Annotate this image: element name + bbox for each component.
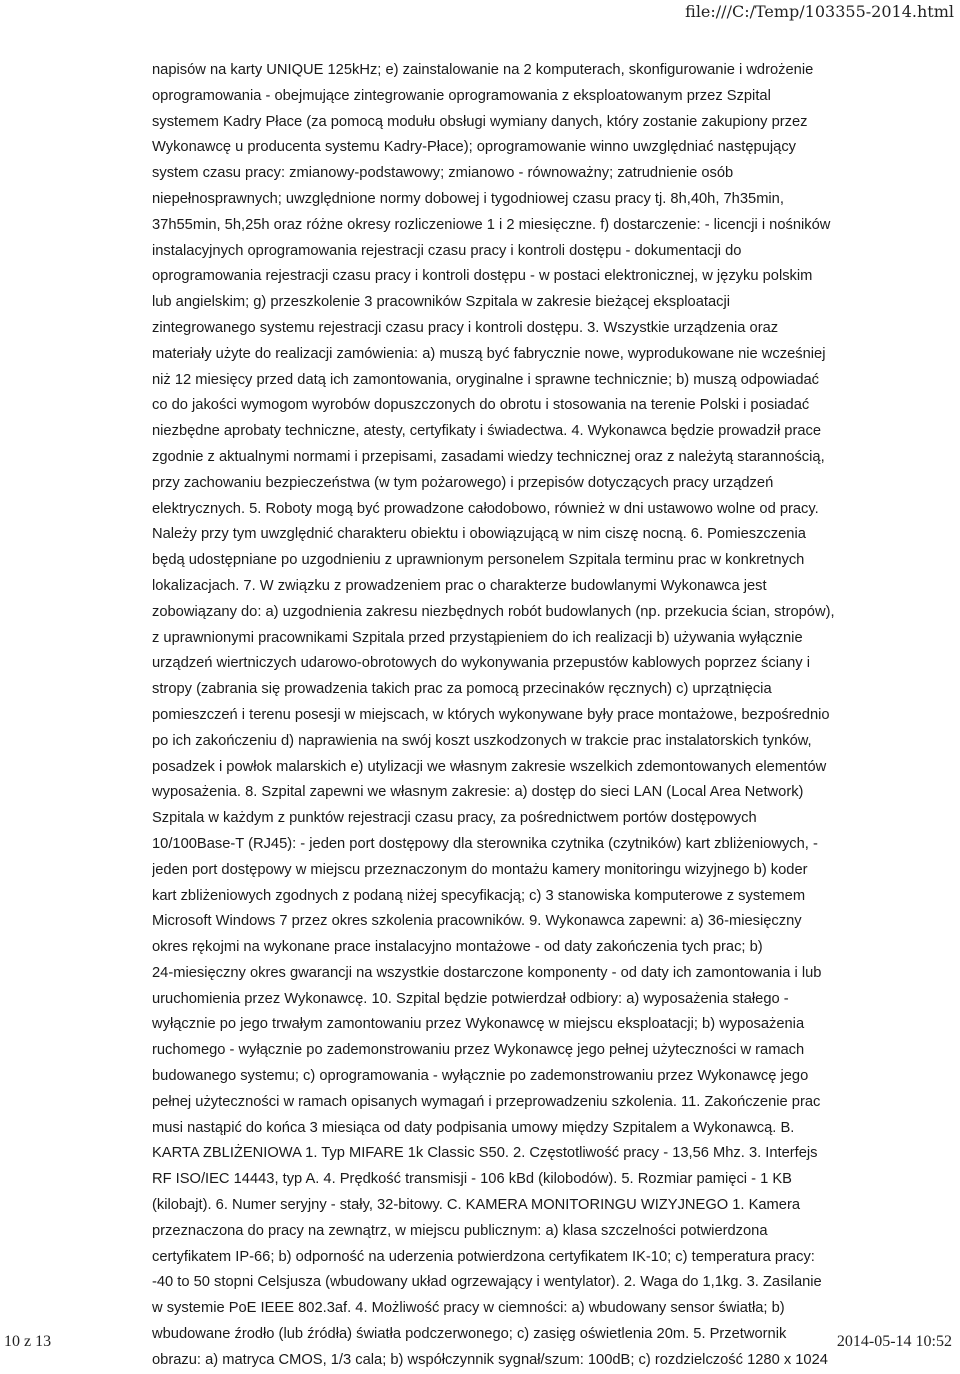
document-line: instalacyjnych oprogramowania rejestracji czasu pracy i kontroli dostępu - dokumentacji do — [152, 242, 742, 259]
document-line: 10/100Base-T (RJ45): - jeden port dostępowy dla sterownika czytnika (czytników) kart zbliżeniowych, - — [152, 835, 818, 852]
document-line: zgodnie z aktualnymi normami i przepisami, zasadami wiedzy technicznej oraz z należytą starannością, — [152, 448, 825, 465]
document-line: -40 to 50 stopni Celsjusza (wbudowany układ ogrzewający i wentylator). 2. Waga do 1,1kg. 3. Zasilanie — [152, 1274, 822, 1291]
document-line: napisów na karty UNIQUE 125kHz; e) zainstalowanie na 2 komputerach, skonfigurowanie i wdrożenie — [152, 62, 814, 78]
document-line: Należy przy tym uwzględnić charakteru obiektu i obowiązującą w nim ciszę nocną. 6. Pomieszczenia — [152, 526, 806, 543]
document-line: systemem Kadry Płace (za pomocą modułu obsługi wymiany danych, który zostanie zakupiony przez — [152, 113, 808, 130]
document-line: budowanego systemu; c) oprogramowania - wyłącznie po zademonstrowaniu przez Wykonawcę jego — [152, 1068, 809, 1085]
document-line: wbudowane źrodło (lub źródła) światła podczerwonego; c) zasięg oświetlenia 20m. 5. Przetwornik — [152, 1326, 787, 1343]
document-line: obrazu: a) matryca CMOS, 1/3 cala; b) współczynnik sygnał/szum: 100dB; c) rozdzielczość 1280 x 1024 — [152, 1351, 828, 1368]
document-line: po ich zakończeniu d) naprawienia na swój koszt uszkodzonych w trakcie prac instalatorskich tynków, — [152, 732, 812, 749]
document-line: niezbędne aprobaty techniczne, atesty, certyfikaty i świadectwa. 4. Wykonawca będzie prowadził prace — [152, 423, 822, 440]
document-line: wyłącznie po jego trwałym zamontowaniu przez Wykonawcę w miejscu eksploatacji; b) wyposażenia — [152, 1016, 805, 1033]
document-line: stropy (zabrania się prowadzenia takich prac za pomocą przecinaków ręcznych) c) uprzątnięcia — [152, 681, 772, 698]
document-line: oprogramowania rejestracji czasu pracy i kontroli dostępu - w postaci elektronicznej, w języku polskim — [152, 268, 813, 285]
document-line: przeznaczona do pracy na zewnątrz, w miejscu publicznym: a) klasa szczelności potwierdzona — [152, 1222, 768, 1239]
document-line: uruchomienia przez Wykonawcę. 10. Szpital będzie potwierdzał odbiory: a) wyposażenia stałego - — [152, 990, 789, 1007]
document-line: elektrycznych. 5. Roboty mogą być prowadzone całodobowo, również w dni ustawowo wolne od pracy. — [152, 500, 819, 517]
document-line: Microsoft Windows 7 przez okres szkolenia pracowników. 9. Wykonawca zapewni: a) 36-miesięczny — [152, 913, 802, 930]
document-line: w systemie PoE IEEE 802.3af. 4. Możliwość pracy w ciemności: a) wbudowany sensor światła; b) — [152, 1300, 785, 1317]
document-line: certyfikatem IP-66; b) odporność na uderzenia potwierdzona certyfikatem IK-10; c) temperatura pracy: — [152, 1248, 815, 1265]
document-line: Wykonawcę u producenta systemu Kadry-Płace); oprogramowanie winno uwzględniać następujący — [152, 139, 797, 156]
document-line: RF ISO/IEC 14443, typ A. 4. Prędkość transmisji - 106 kBd (kilobodów). 5. Rozmiar pamięci - 1 KB — [152, 1171, 792, 1188]
document-line: okres rękojmi na wykonane prace instalacyjno montażowe - od daty zakończenia tych prac; b) — [152, 939, 763, 956]
footer-datetime: 2014-05-14 10:52 — [836, 1333, 952, 1350]
document-line: niepełnosprawnych; uwzględnione normy dobowej i tygodniowej czasu pracy tj. 8h,40h, 7h35min, — [152, 190, 784, 207]
document-line: KARTA ZBLIŻENIOWA 1. Typ MIFARE 1k Classic S50. 2. Częstotliwość pracy - 13,56 Mhz. 3. Interfejs — [152, 1145, 818, 1162]
document-line: lub angielskim; g) przeszkolenie 3 pracowników Szpitala w zakresie bieżącej eksploatacji — [152, 294, 730, 311]
document-line: 37h55min, 5h,25h oraz różne okresy rozliczeniowe 1 i 2 miesięczne. f) dostarczenie: - licencji i nośników — [152, 216, 831, 233]
document-line: z uprawnionymi pracownikami Szpitala przed przystąpieniem do ich realizacji b) używania wyłącznie — [152, 629, 803, 646]
document-line: system czasu pracy: zmianowy-podstawowy; zmianowo - równoważny; zatrudnienie osób — [152, 165, 734, 182]
document-line: zobowiązany do: a) uzgodnienia zakresu niezbędnych robót budowlanych (np. przekucia ścian, stropów), — [152, 603, 835, 620]
footer-page-number: 10 z 13 — [4, 1333, 52, 1350]
document-line: ruchomego - wyłącznie po zademonstrowaniu przez Wykonawcę jego pełnej użyteczności w ramach — [152, 1042, 805, 1059]
document-line: oprogramowania - obejmujące zintegrowanie oprogramowania z eksploatowanym przez Szpital — [152, 87, 771, 104]
document-line: niż 12 miesięcy przed datą ich zamontowania, oryginalne i sprawne technicznie; b) muszą odpowiadać — [152, 371, 820, 388]
document-body — [152, 58, 894, 1374]
document-line: wyposażenia. 8. Szpital zapewni we własnym zakresie: a) dostęp do sieci LAN (Local Area Network) — [152, 784, 804, 801]
document-line: posadzek i powłok malarskich e) utylizacji we własnym zakresie wszelkich zdemontowanych elementów — [152, 758, 827, 775]
document-line: musi nastąpić do końca 3 miesiąca od daty podpisania umowy między Szpitalem a Wykonawcą. B. — [152, 1119, 795, 1136]
document-line: co do jakości wymogom wyrobów dopuszczonych do obrotu i stosowania na terenie Polski i posiadać — [152, 397, 810, 414]
document-line: będą udostępniane po uzgodnieniu z uprawnionym personelem Szpitala terminu prac w konkretnych — [152, 552, 805, 569]
document-line: (kilobajt). 6. Numer seryjny - stały, 32-bitowy. C. KAMERA MONITORINGU WIZYJNEGO 1. Kamera — [152, 1197, 801, 1214]
document-line: przy zachowaniu bezpieczeństwa (w tym pożarowego) i przepisów dotyczących pracy urządzeń — [152, 474, 774, 491]
document-line: jeden port dostępowy w miejscu przeznaczonym do montażu kamery monitoringu wizyjnego b) koder — [152, 861, 808, 878]
document-line: materiały użyte do realizacji zamówienia: a) muszą być fabrycznie nowe, wyprodukowane nie wcześniej — [152, 345, 826, 362]
document-line: pomieszczeń i terenu posesji w miejscach, w których wykonywane były prace montażowe, bezpośrednio — [152, 706, 830, 723]
document-line: pełnej użyteczności w ramach opisanych wymagań i przeprowadzeniu szkolenia. 11. Zakończenie prac — [152, 1093, 821, 1110]
document-line: Szpitala w każdym z punktów rejestracji czasu pracy, za pośrednictwem portów dostępowych — [152, 810, 757, 827]
document-line: lokalizacjach. 7. W związku z prowadzeniem prac o charakterze budowlanymi Wykonawca jest — [152, 577, 767, 594]
document-line: 24-miesięczny okres gwarancji na wszystkie dostarczone komponenty - od daty ich zamontowania i lub — [152, 964, 822, 981]
header-file-url: file:///C:/Temp/103355-2014.html — [685, 2, 954, 21]
document-line: zintegrowanego systemu rejestracji czasu pracy i kontroli dostępu. 3. Wszystkie urządzenia oraz — [152, 319, 779, 336]
document-line: urządzeń wiertniczych udarowo-obrotowych do wykonywania przepustów kablowych poprzez ściany i — [152, 655, 810, 672]
document-line: kart zbliżeniowych zgodnych z podaną niżej specyfikacją; c) 3 stanowiska komputerowe z systemem — [152, 887, 806, 904]
